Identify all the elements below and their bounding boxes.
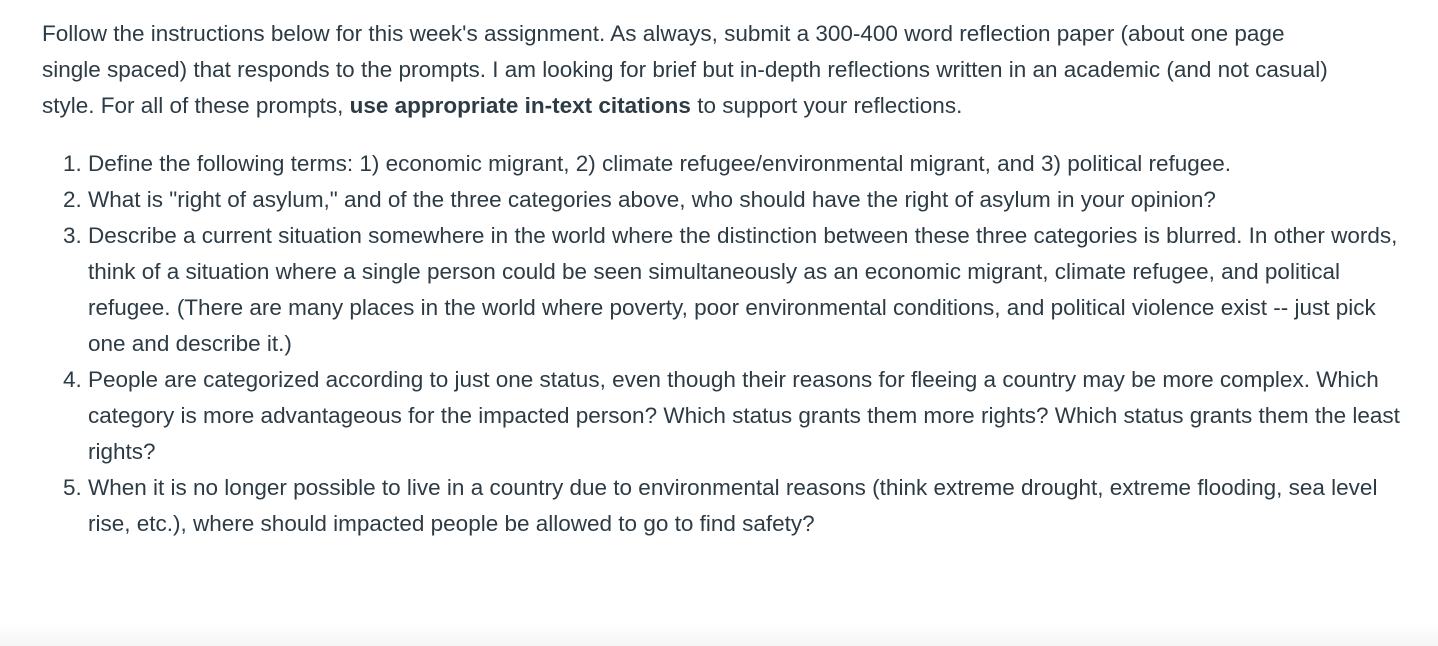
assignment-intro [42, 16, 1332, 124]
prompt-item-4: 4. People are categorized according to just one status, even though their reasons for fleeing a country may be more complex. Which category is more advantageous for the impacted person? Which status grants them more rights? Which status grants them the least rights? [88, 362, 1412, 470]
intro-text-end: to support your reflections. [690, 93, 963, 118]
intro-text: Follow the instructions below for this week's assignment. As always, submit a 300-400 word reflection paper (about one page single spaced) that responds to the prompts. I am looking for brief but in-depth reflections written in an academic (and not casual) style. For all of these prompts, [42, 21, 1328, 118]
prompt-item-3: 3. Describe a current situation somewhere in the world where the distinction between these three categories is blurred. In other words, think of a situation where a single person could be seen simultaneously as an economic migrant, climate refugee, and political refugee. (There are many places in the world where poverty, poor environmental conditions, and political violence exist -- just pick one and describe it.) [88, 218, 1412, 362]
prompt-item-2: 2. What is "right of asylum," and of the three categories above, who should have the right of asylum in your opinion? [88, 182, 1412, 218]
prompt-item-5: 5. When it is no longer possible to live in a country due to environmental reasons (think extreme drought, extreme flooding, sea level rise, etc.), where should impacted people be allowed to go to find safety? [88, 470, 1412, 542]
prompt-list [42, 146, 1412, 542]
intro-bold-text: use appropriate in-text citations [349, 93, 691, 118]
page-bottom-edge [0, 622, 1438, 646]
assignment-content [42, 16, 1412, 542]
prompt-item-1: 1. Define the following terms: 1) economic migrant, 2) climate refugee/environmental migrant, and 3) political refugee. [88, 146, 1412, 182]
